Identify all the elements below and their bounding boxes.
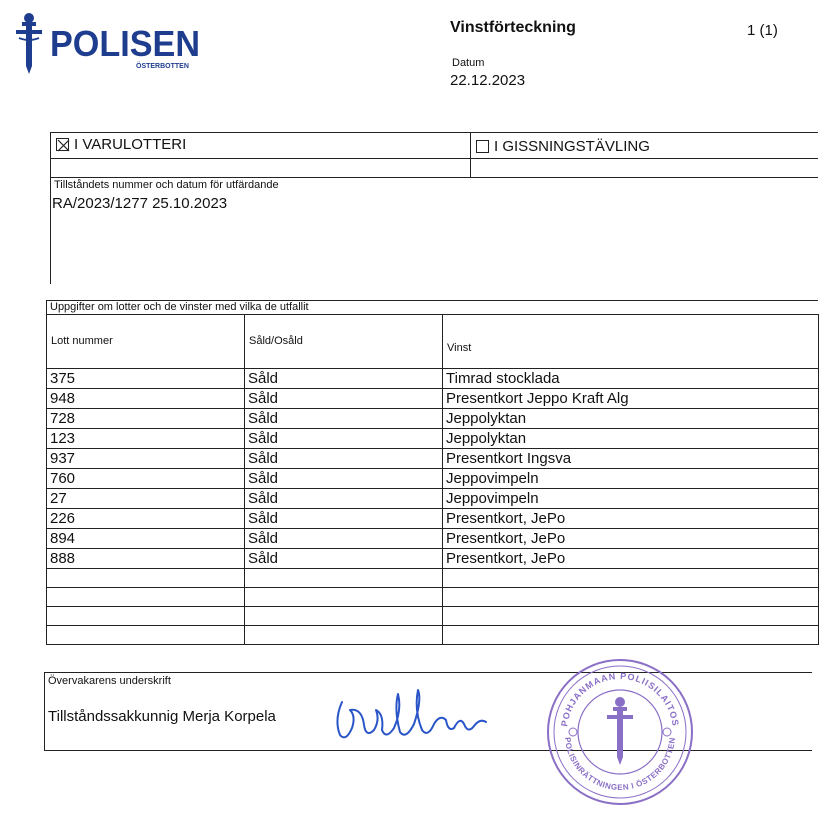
lott-number-cell: 728 [47, 409, 245, 429]
date-label: Datum [452, 57, 485, 69]
empty-cell [47, 607, 245, 626]
empty-table-row [47, 569, 819, 588]
divider [46, 300, 47, 314]
prize-cell: Jeppovimpeln [443, 469, 819, 489]
lott-number-cell: 894 [47, 529, 245, 549]
official-stamp [545, 657, 695, 807]
status-cell: Såld [245, 409, 443, 429]
logo-wordmark: POLISEN [50, 23, 200, 64]
table-row [47, 389, 819, 409]
status-cell: Såld [245, 469, 443, 489]
option-label: I GISSNINGSTÄVLING [494, 138, 650, 155]
empty-cell [47, 626, 245, 645]
page-indicator: 1 (1) [747, 22, 778, 39]
permit-label: Tillståndets nummer och datum för utfärdande [54, 179, 279, 191]
empty-table-row [47, 626, 819, 645]
lott-number-cell: 760 [47, 469, 245, 489]
table-row [47, 489, 819, 509]
status-cell: Såld [245, 529, 443, 549]
unchecked-checkbox-icon[interactable] [476, 140, 489, 153]
handwritten-signature [322, 680, 492, 750]
column-header-sald: Såld/Osåld [245, 314, 443, 369]
table-row [47, 469, 819, 489]
divider [50, 132, 818, 133]
svg-text:POHJANMAAN POLIISILAITOS: POHJANMAAN POLIISILAITOS [559, 670, 681, 728]
lott-number-cell: 888 [47, 549, 245, 569]
empty-cell [245, 607, 443, 626]
table-row [47, 549, 819, 569]
empty-cell [245, 626, 443, 645]
empty-cell [443, 626, 819, 645]
lott-number-cell: 27 [47, 489, 245, 509]
logo-subtext: ÖSTERBOTTEN [136, 63, 189, 70]
status-cell: Såld [245, 389, 443, 409]
police-emblem-icon [607, 697, 633, 765]
lott-number-cell: 226 [47, 509, 245, 529]
prize-cell: Presentkort, JePo [443, 509, 819, 529]
document-title: Vinstförteckning [450, 19, 576, 36]
status-cell: Såld [245, 509, 443, 529]
status-cell: Såld [245, 449, 443, 469]
divider [50, 132, 51, 284]
option-gissningstavling[interactable] [476, 138, 650, 155]
empty-cell [443, 569, 819, 588]
status-cell: Såld [245, 549, 443, 569]
prize-cell: Presentkort, JePo [443, 549, 819, 569]
divider [470, 132, 471, 177]
empty-cell [47, 588, 245, 607]
svg-text:POLISINRÄTTNINGEN I ÖSTERBOTTE: POLISINRÄTTNINGEN I ÖSTERBOTTEN [562, 736, 678, 793]
table-header-row [47, 314, 819, 369]
empty-cell [245, 569, 443, 588]
empty-cell [245, 588, 443, 607]
prize-cell: Timrad stocklada [443, 369, 819, 389]
divider [50, 177, 818, 178]
date-value: 22.12.2023 [450, 72, 526, 89]
empty-cell [443, 607, 819, 626]
prizes-section-label: Uppgifter om lotter och de vinster med vilka de utfallit [50, 301, 309, 313]
divider [50, 158, 818, 159]
empty-table-row [47, 607, 819, 626]
prize-cell: Jeppolyktan [443, 429, 819, 449]
lott-number-cell: 375 [47, 369, 245, 389]
lott-number-cell: 937 [47, 449, 245, 469]
signer-name: Tillståndssakkunnig Merja Korpela [48, 708, 276, 725]
polisen-logo [8, 8, 208, 80]
table-row [47, 409, 819, 429]
divider [44, 672, 812, 673]
prize-cell: Jeppolyktan [443, 409, 819, 429]
prize-cell: Presentkort, JePo [443, 529, 819, 549]
empty-cell [47, 569, 245, 588]
status-cell: Såld [245, 489, 443, 509]
prizes-table-wrap [46, 314, 818, 645]
option-label: I VARULOTTERI [74, 136, 187, 153]
table-row [47, 529, 819, 549]
option-varulotteri[interactable] [56, 136, 186, 153]
prize-cell: Jeppovimpeln [443, 489, 819, 509]
lott-number-cell: 948 [47, 389, 245, 409]
column-header-vinst: Vinst [443, 314, 819, 369]
checked-checkbox-icon[interactable] [56, 138, 69, 151]
column-header-lott-nummer: Lott nummer [47, 314, 245, 369]
lott-number-cell: 123 [47, 429, 245, 449]
prizes-table [46, 314, 819, 645]
table-row [47, 449, 819, 469]
prize-cell: Presentkort Jeppo Kraft Alg [443, 389, 819, 409]
divider [44, 672, 45, 750]
table-row [47, 509, 819, 529]
table-row [47, 429, 819, 449]
police-emblem-icon [16, 13, 42, 74]
empty-cell [443, 588, 819, 607]
signature-label: Övervakarens underskrift [48, 675, 171, 687]
table-row [47, 369, 819, 389]
status-cell: Såld [245, 429, 443, 449]
permit-value: RA/2023/1277 25.10.2023 [52, 195, 228, 212]
divider [44, 750, 812, 751]
empty-table-row [47, 588, 819, 607]
status-cell: Såld [245, 369, 443, 389]
prize-cell: Presentkort Ingsva [443, 449, 819, 469]
